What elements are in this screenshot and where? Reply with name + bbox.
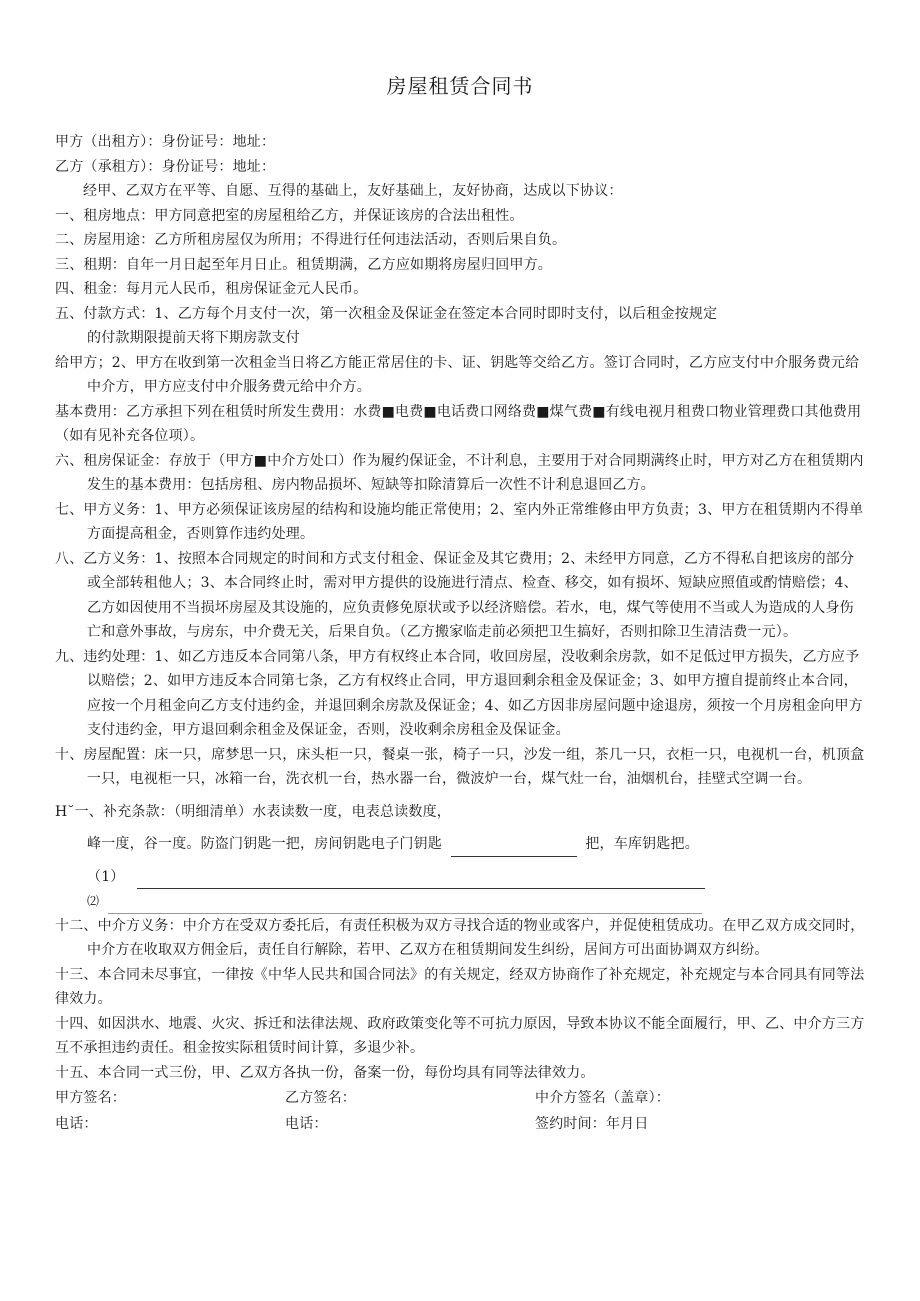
party-a-phone: 电话：	[55, 1116, 98, 1132]
clause-11-text-after: 把，车库钥匙把。	[585, 836, 699, 852]
key-count-blank[interactable]	[451, 840, 577, 857]
supplement-item-2	[55, 889, 867, 914]
party-b-phone: 电话：	[285, 1116, 328, 1132]
clause-14: 十四、如因洪水、地震、火灾、拆迁和法律法规、政府政策变化等不可抗力原因，导致本协议不能全面履行，甲、乙、中介方三方互不承担违约责任。租金按实际租赁时间计算，多退少补。	[55, 1015, 865, 1056]
clause-8: 八、乙方义务：1、按照本合同规定的时间和方式支付租金、保证金及其它费用；2、未经甲方同意，乙方不得私自把该房的部分或全部转租他人；3、本合同终止时，需对甲方提供的设施进行清点、检查、移交，如有损坏、短缺应照值或酌情赔偿；4、乙方如因使用不当损坏房屋及其设施的，应负责修免原状或予以经济赔偿。若水，电，煤气等使用不当或人为造成的人身伤亡和意外事故，与房东，中介费无关，后果自负。（乙方搬家临走前必须把卫生搞好，否则扣除卫生清洁费一元）。	[55, 550, 858, 640]
clause-11-line-1: H˘一、补充条款：（明细清单）水表读数一度，电表总读数度，	[55, 803, 452, 820]
agent-signature: 中介方签名（盖章）：	[535, 1090, 670, 1106]
contact-row	[55, 1111, 867, 1137]
party-a-signature: 甲方签名：	[55, 1090, 126, 1106]
signature-row	[55, 1085, 867, 1111]
item-1-label: （1）	[87, 868, 125, 885]
preamble: 经甲、乙双方在平等、自愿、互得的基础上，友好基础上，友好协商，达成以下协议：	[83, 183, 623, 199]
clause-15: 十五、本合同一式三份，甲、乙双方各执一份，备案一份，每份均具有同等法律效力。	[55, 1064, 595, 1081]
supplement-item-1	[55, 865, 867, 890]
document-title: 房屋租赁合同书	[386, 74, 534, 98]
clause-5-continued: 给甲方；2、甲方在收到第一次租金当日将乙方能正常居住的卡、证、钥匙等交给乙方。签订合同时，乙方应支付中介服务费元给中介方，甲方应支付中介服务费元给中介方。	[55, 354, 860, 395]
clause-4: 四、租金：每月元人民币，租房保证金元人民币。	[55, 281, 368, 297]
clause-6: 六、租房保证金：存放于（甲方■中介方处口）作为履约保证金，不计利息，主要用于对合同期满终止时，甲方对乙方在租赁期内发生的基本费用：包括房租、房内物品损坏、短缺等扣除清算后一次性不计利息退回乙方。	[55, 452, 864, 493]
clause-1: 一、租房地点：甲方同意把室的房屋租给乙方，并保证该房的合法出租性。	[55, 207, 524, 224]
clause-3: 三、租期：自年一月日起至年月日止。租赁期满，乙方应如期将房屋归回甲方。	[55, 256, 552, 273]
clause-5-line-2: 的付款期限提前天将下期房款支付	[87, 330, 300, 346]
party-a-line: 甲方（出租方）：身份证号：地址：	[55, 134, 276, 150]
party-b-line: 乙方（承租方）：身份证号：地址：	[55, 158, 276, 175]
clause-7: 七、甲方义务：1、甲方必须保证该房屋的结构和设施均能正常使用；2、室内外正常维修由甲方负责；3、甲方在租赁期内不得单方面提高租金，否则算作违约处理。	[55, 501, 864, 542]
clause-5-line-1: 五、付款方式：1、乙方每个月支付一次，第一次租金及保证金在签定本合同时即时支付，以后租金按规定	[55, 305, 718, 322]
contract-body	[55, 130, 867, 1137]
signing-date: 签约时间：年月日	[535, 1116, 649, 1132]
basic-fees: 基本费用：乙方承担下列在租赁时所发生费用：水费■电费■电话费口网络费■煤气费■有线电视月租费口物业管理费口其他费用（如有见补充各位项）。	[55, 403, 862, 444]
item-2-blank[interactable]	[108, 899, 702, 914]
clause-2: 二、房屋用途：乙方所租房屋仅为所用；不得进行任何违法活动，否则后果自负。	[55, 232, 567, 248]
item-1-blank[interactable]	[137, 872, 705, 889]
clause-11-text-before: 峰一度，谷一度。防盗门钥匙一把，房间钥匙电子门钥匙	[87, 836, 442, 852]
item-2-label: ⑵	[87, 894, 100, 908]
clause-10: 十、房屋配置：床一只，席梦思一只，床头柜一只，餐桌一张，椅子一只，沙发一组，茶几一只，衣柜一只，电视机一台，机顶盒一只，电视柜一只，冰箱一台，洗衣机一台，热水器一台，微波炉一台，煤气灶一台，油烟机台，挂壁式空调一台。	[55, 746, 865, 787]
clause-9: 九、违约处理：1、如乙方违反本合同第八条，甲方有权终止本合同，收回房屋，没收剩余房款，如不足低过甲方损失，乙方应予以赔偿；2、如甲方违反本合同第七条，乙方有权终止合同，甲方退回剩余租金及保证金；3、如甲方擅自提前终止本合同，应按一个月租金向乙方支付违约金，并退回剩余房款及保证金；4、如乙方因非房屋问题中途退房，须按一个月房租金向甲方支付违约金，甲方退回剩余租金及保证金，否则，没收剩余房租金及保证金。	[55, 648, 863, 738]
clause-13: 十三、本合同未尽事宜，一律按《中华人民共和国合同法》的有关规定，经双方协商作了补充规定，补充规定与本合同具有同等法律效力。	[55, 966, 865, 1007]
clause-12: 十二、中介方义务：中介方在受双方委托后，有责任积极为双方寻找合适的物业或客户，并促使租赁成功。在甲乙双方成交同时，中介方在收取双方佣金后，责任自行解除，若甲、乙双方在租赁期间发生纠纷，居间方可出面协调双方纠纷。	[55, 917, 865, 958]
party-b-signature: 乙方签名：	[285, 1090, 356, 1106]
clause-11-line-2	[55, 832, 867, 857]
